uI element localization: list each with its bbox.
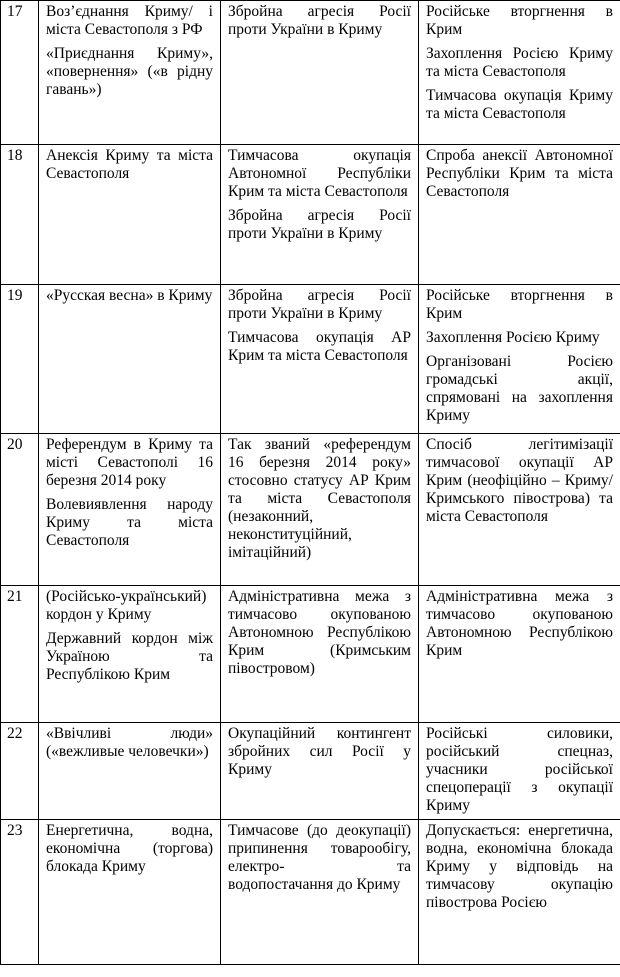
alternative-cell [419,586,620,723]
term-cell [39,1,221,145]
cell-text: (Російсько-український) кордон у Криму [46,588,207,623]
term-cell [39,434,221,586]
recommended-cell [221,145,419,285]
cell-text: Збройна агресія Росії проти України в Криму [228,207,411,242]
cell-text: Тимчасова окупація АР Крим та міста Севастополя [228,329,411,364]
row-number: 19 [1,285,39,434]
cell-text: Державний кордон між Україною та Республікою Крим [46,630,213,683]
row-number: 22 [1,723,39,820]
cell-text: Спроба анексії Автономної Республіки Крим та міста Севастополя [426,147,613,200]
recommended-cell [221,723,419,820]
recommended-cell [221,820,419,965]
cell-text: Збройна агресія Росії проти України в Криму [228,287,411,322]
term-cell [39,145,221,285]
alternative-cell [419,434,620,586]
recommended-cell [221,1,419,145]
cell-text: Російські силовики, російський спецназ, учасники російської спецоперації з окупації Криму [426,725,613,814]
alternative-cell [419,1,620,145]
alternative-cell [419,723,620,820]
table-row [1,723,620,820]
cell-text: Референдум в Криму та місті Севастополі 16 березня 2014 року [46,436,213,489]
alternative-cell [419,145,620,285]
row-number: 23 [1,820,39,965]
cell-text: Волевиявлення народу Криму та міста Севастополя [46,496,213,549]
row-number: 20 [1,434,39,586]
cell-text: Тимчасова окупація Криму та міста Севастополя [426,87,613,122]
cell-text: Окупаційний контингент збройних сил Росії у Криму [228,725,411,778]
row-number: 18 [1,145,39,285]
term-cell [39,285,221,434]
recommended-cell [221,586,419,723]
cell-text: «Русская весна» в Криму [46,287,213,304]
recommended-cell [221,434,419,586]
table-row [1,145,620,285]
term-cell [39,723,221,820]
table-row [1,434,620,586]
row-number: 21 [1,586,39,723]
table-row [1,820,620,965]
cell-text: Збройна агресія Росії проти України в Криму [228,3,411,38]
alternative-cell [419,820,620,965]
cell-text: «Ввічливі люди» («вежливые человечки») [46,725,213,760]
table-row [1,586,620,723]
cell-text: Адміністративна межа з тимчасово окупованою Автономною Республікою Крим [426,588,613,659]
cell-text: Анексія Криму та міста Севастополя [46,147,213,182]
term-cell [39,820,221,965]
cell-text: Воз’єднання Криму/ і міста Севастополя з РФ [46,3,213,38]
cell-text: Тимчасове (до деокупації) припинення товарообігу, електро- та водопостачання до Криму [228,822,411,893]
cell-text: Спосіб легітимізації тимчасової окупації АР Крим (неофіційно – Криму/Кримського півострова) та міста Севастополя [426,436,613,525]
table-row [1,1,620,145]
cell-text: Захоплення Росією Криму та міста Севастополя [426,45,613,80]
term-cell [39,586,221,723]
cell-text: Енергетична, водна, економічна (торгова) блокада Криму [46,822,213,875]
alternative-cell [419,285,620,434]
row-number: 17 [1,1,39,145]
cell-text: Допускається: енергетична, водна, економічна блокада Криму у відповідь на тимчасову окупацію півострова Росією [426,822,613,911]
cell-text: Захоплення Росією Криму [426,329,600,346]
cell-text: Організовані Росією громадські акції, спрямовані на захоплення Криму [426,353,613,424]
cell-text: Російське вторгнення в Крим [426,287,613,322]
table-row [1,285,620,434]
recommended-cell [221,285,419,434]
cell-text: Адміністративна межа з тимчасово окупованою Автономною Республікою Крим (Кримським півостровом) [228,588,411,677]
cell-text: Так званий «референдум 16 березня 2014 року» стосовно статусу АР Крим та міста Севастополя (незаконний, неконституційний, імітаційний) [228,436,411,561]
cell-text: Російське вторгнення в Крим [426,3,613,38]
cell-text: Тимчасова окупація Автономної Республіки Крим та міста Севастополя [228,147,411,200]
cell-text: «Приєднання Криму», «повернення» («в рідну гавань») [46,45,213,98]
